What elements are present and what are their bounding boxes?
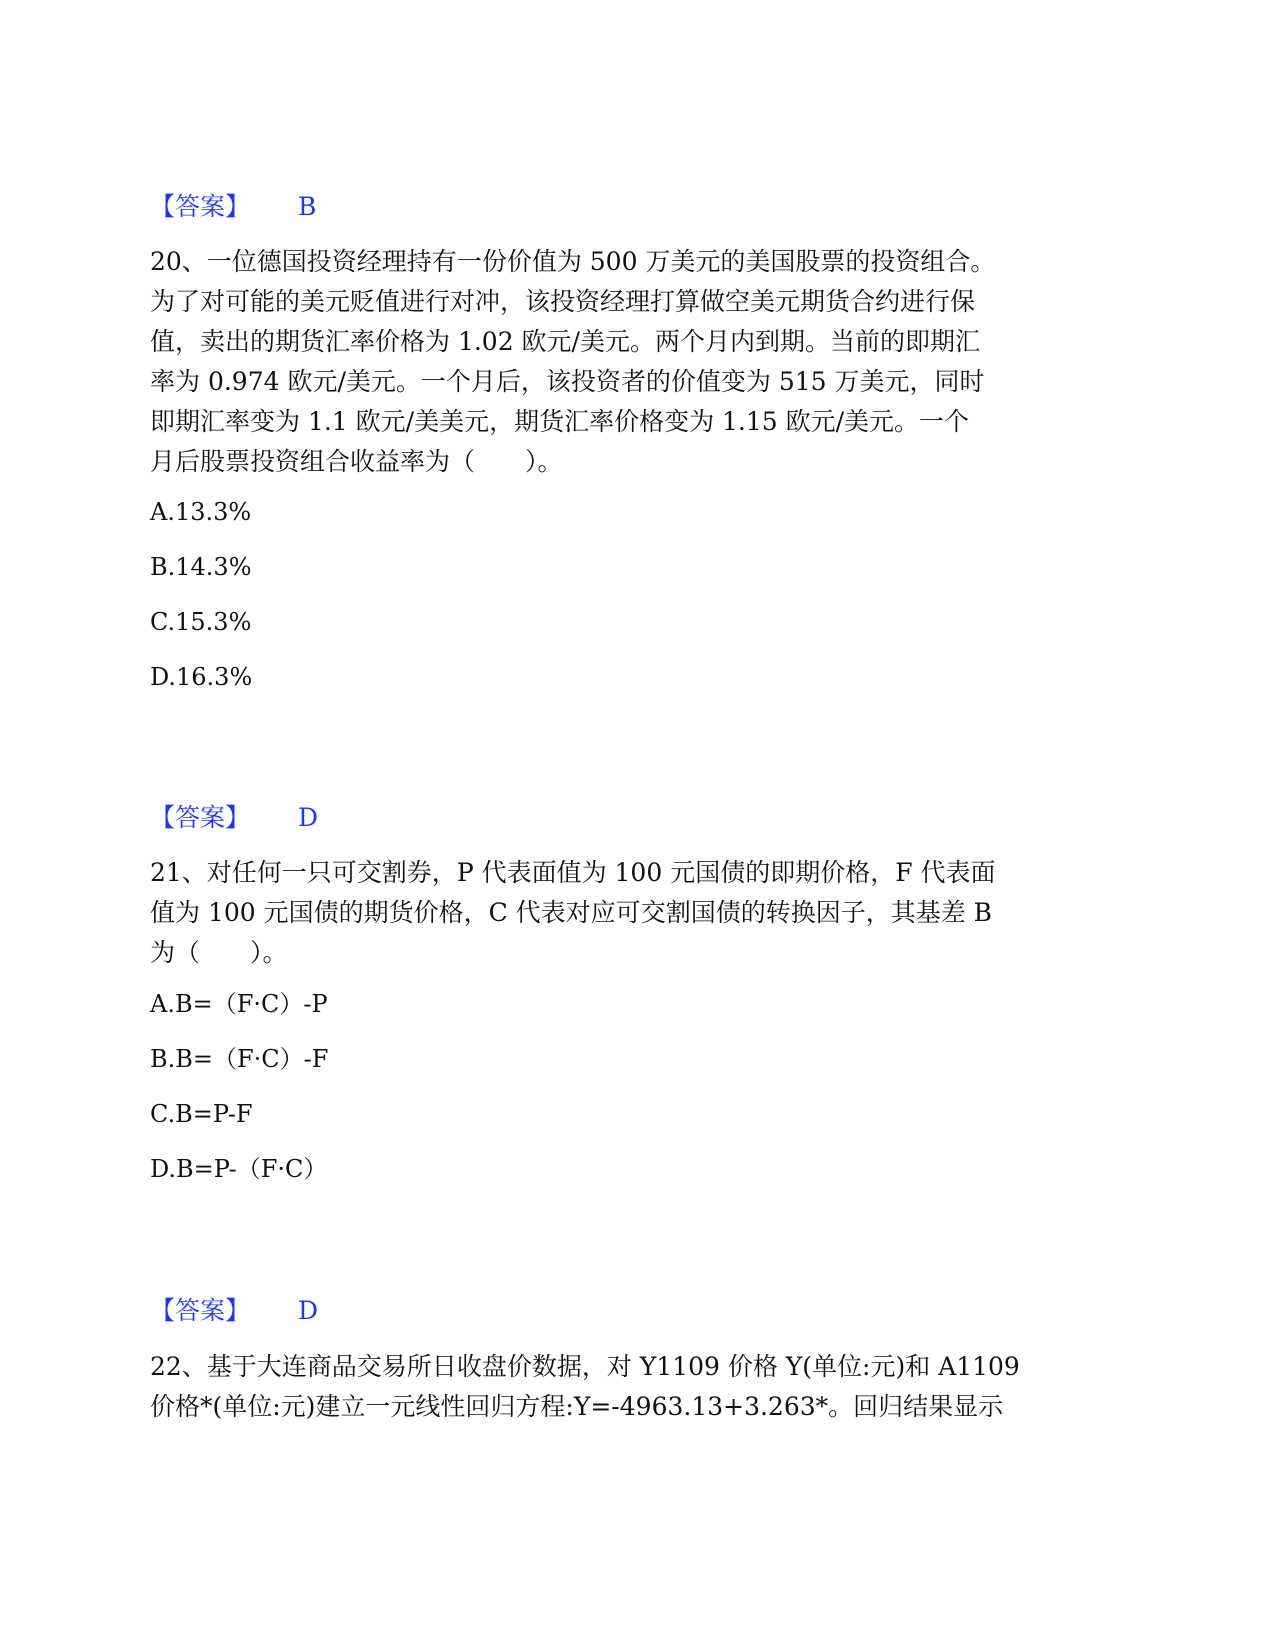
option-c: C.B=P-F: [150, 1100, 253, 1128]
answer-line: [150, 1295, 318, 1327]
option-b: B.14.3%: [150, 553, 252, 581]
option-d: D.16.3%: [150, 663, 253, 691]
answer-line: [150, 802, 318, 834]
question-line: 率为 0.974 欧元/美元。一个月后，该投资者的价值变为 515 万美元，同时: [150, 367, 985, 396]
question-line: 20、一位德国投资经理持有一份价值为 500 万美元的美国股票的投资组合。: [150, 247, 996, 276]
option-d: D.B=P-（F·C）: [150, 1155, 328, 1183]
answer-line: [150, 191, 316, 223]
question-line: 价格*(单位:元)建立一元线性回归方程:Y=-4963.13+3.263*。回归结果显示: [150, 1392, 1004, 1421]
question-line: 22、基于大连商品交易所日收盘价数据，对 Y1109 价格 Y(单位:元)和 A1109: [150, 1352, 1020, 1381]
answer-value: D: [298, 803, 319, 832]
answer-label: 【答案】: [150, 192, 251, 221]
question-line: 值，卖出的期货汇率价格为 1.02 欧元/美元。两个月内到期。当前的即期汇: [150, 327, 980, 356]
question-line: 21、对任何一只可交割券，P 代表面值为 100 元国债的即期价格，F 代表面: [150, 858, 996, 887]
question-22: [150, 1347, 1125, 1427]
option-b: B.B=（F·C）-F: [150, 1045, 329, 1073]
answer-label: 【答案】: [150, 1296, 251, 1325]
question-line: 即期汇率变为 1.1 欧元/美美元，期货汇率价格变为 1.15 欧元/美元。一个: [150, 407, 970, 436]
answer-label: 【答案】: [150, 803, 251, 832]
answer-value: B: [298, 192, 317, 221]
answer-value: D: [298, 1296, 319, 1325]
option-a: A.B=（F·C）-P: [150, 990, 328, 1018]
option-c: C.15.3%: [150, 608, 252, 636]
question-21: [150, 853, 1125, 973]
option-a: A.13.3%: [150, 498, 252, 526]
question-20: [150, 242, 1125, 482]
question-line: 值为 100 元国债的期货价格，C 代表对应可交割国债的转换因子，其基差 B: [150, 898, 993, 927]
question-line: 为了对可能的美元贬值进行对冲，该投资经理打算做空美元期货合约进行保: [150, 287, 976, 316]
question-line: 月后股票投资组合收益率为（ ）。: [150, 447, 563, 476]
question-line: 为（ ）。: [150, 938, 288, 967]
